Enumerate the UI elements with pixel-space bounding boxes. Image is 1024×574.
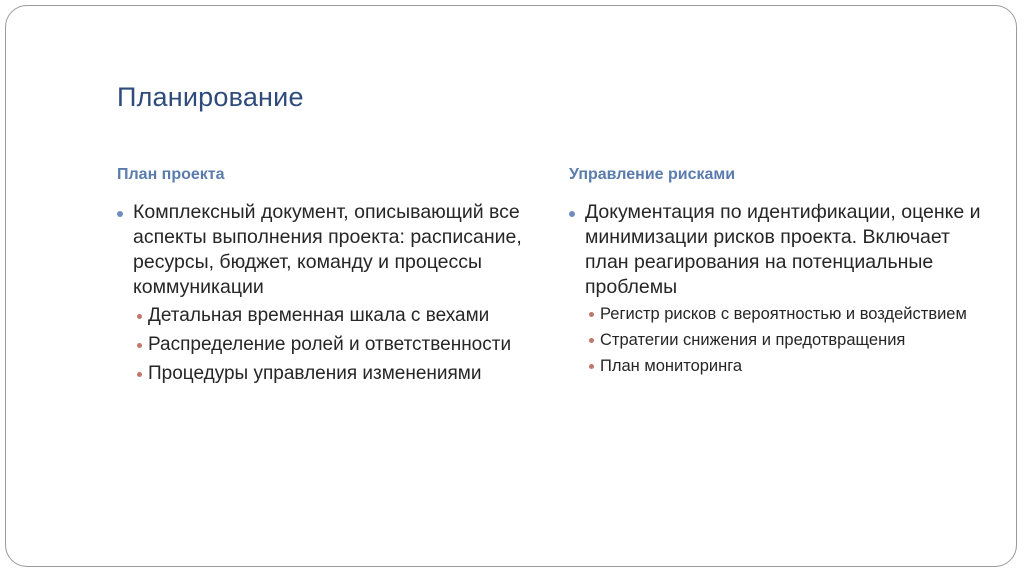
bullet-dot-icon <box>569 211 575 217</box>
sub-list-item-text: Процедуры управления изменениями <box>148 363 482 384</box>
list-item <box>117 200 537 386</box>
sub-list-item-text: Регистр рисков с вероятностью и воздействием <box>600 305 967 323</box>
sub-bullet-dot-icon <box>137 372 142 377</box>
sub-list-item-text: Распределение ролей и ответственности <box>148 334 512 355</box>
sub-list-item-text: Детальная временная шкала с вехами <box>148 305 490 326</box>
sub-list-item <box>585 329 989 352</box>
sub-bullet-dot-icon <box>589 364 594 369</box>
sub-list-item <box>585 355 989 378</box>
bullet-dot-icon <box>117 211 123 217</box>
sub-list-item <box>133 361 537 386</box>
slide-frame <box>5 5 1017 567</box>
bullet-list-risk-management <box>569 200 989 378</box>
sub-bullet-dot-icon <box>589 338 594 343</box>
column-heading-risk-management: Управление рисками <box>569 166 736 183</box>
bullet-list-project-plan <box>117 200 537 386</box>
column-heading-project-plan: План проекта <box>117 166 225 183</box>
sub-list-item <box>133 332 537 357</box>
sub-bullet-dot-icon <box>137 314 142 319</box>
column-project-plan <box>117 166 537 390</box>
list-item-text: Комплексный документ, описывающий все аспекты выполнения проекта: расписание, ресурсы, бюджет, команду и процессы коммуникации <box>133 201 522 298</box>
sub-bullet-dot-icon <box>137 343 142 348</box>
column-risk-management <box>569 166 989 381</box>
slide-title: Планирование <box>117 82 304 112</box>
sub-list-item <box>585 303 989 326</box>
sub-list-item-text: Стратегии снижения и предотвращения <box>600 331 906 349</box>
list-item-text: Документация по идентификации, оценке и минимизации рисков проекта. Включает план реагирования на потенциальные проблемы <box>585 201 981 298</box>
sub-bullet-list <box>585 303 989 378</box>
list-item <box>569 200 989 378</box>
sub-list-item-text: План мониторинга <box>600 357 743 375</box>
sub-bullet-list <box>133 303 537 386</box>
sub-bullet-dot-icon <box>589 312 594 317</box>
sub-list-item <box>133 303 537 328</box>
